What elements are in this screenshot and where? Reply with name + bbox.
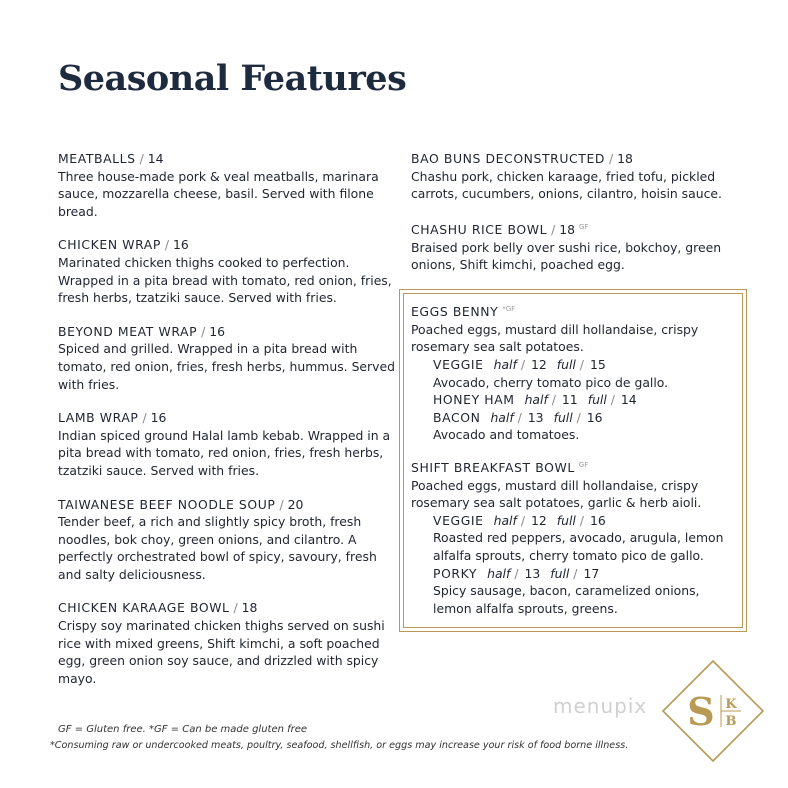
half-price: 12 xyxy=(530,356,547,372)
menu-item xyxy=(411,150,741,203)
menu-item-price: 18 xyxy=(617,151,633,166)
option-row xyxy=(411,391,741,409)
half-label: half xyxy=(524,392,548,408)
eggs-benny-desc: Poached eggs, mustard dill hollandaise, crispy rosemary sea salt potatoes. xyxy=(411,321,699,355)
option-row xyxy=(411,356,741,374)
option-name: VEGGIE xyxy=(433,356,484,372)
price-separator: / xyxy=(201,323,206,339)
half-price: 12 xyxy=(530,512,547,528)
menu-item-name: TAIWANESE BEEF NOODLE SOUP xyxy=(58,496,276,512)
price-separator: / xyxy=(551,392,556,408)
price-separator: / xyxy=(576,409,581,425)
menu-item-desc: Indian spiced ground Halal lamb kebab. Wrapped in a pita bread with tomato, red onion, fries, fresh herbs, tzatziki sauce. Served with fries. xyxy=(58,427,391,478)
price-separator: / xyxy=(579,356,584,372)
shift-breakfast-options xyxy=(411,512,741,618)
full-label: full xyxy=(550,565,570,581)
half-label: half xyxy=(493,356,517,372)
gf-legend: GF = Gluten free. *GF = Can be made gluten free xyxy=(58,724,308,735)
menu-item-name: CHICKEN WRAP xyxy=(58,237,161,253)
menu-item-desc: Chashu pork, chicken karaage, fried tofu, pickled carrots, cucumbers, onions, cilantro, hoisin sauce. xyxy=(411,168,722,202)
menu-item-header xyxy=(58,236,398,254)
menu-item-header xyxy=(58,409,398,427)
menu-item xyxy=(411,219,741,274)
eggs-benny-name: EGGS BENNY xyxy=(411,304,499,320)
shift-breakfast-item xyxy=(411,457,741,617)
skb-logo xyxy=(661,659,765,763)
menu-item-price: 16 xyxy=(173,237,189,253)
half-price: 13 xyxy=(524,565,541,581)
menu-item-desc: Marinated chicken thighs cooked to perfection. Wrapped in a pita bread with tomato, red onion, fries, fresh herbs, tzatziki sauce. Served with fries. xyxy=(58,254,392,306)
full-price: 15 xyxy=(589,356,606,372)
full-price: 14 xyxy=(620,392,637,408)
half-label: half xyxy=(490,409,514,425)
menu-item-name: LAMB WRAP xyxy=(58,410,139,426)
full-label: full xyxy=(556,512,576,528)
price-separator: / xyxy=(520,356,525,372)
menu-item-name: BAO BUNS DECONSTRUCTED xyxy=(411,151,606,166)
price-separator: / xyxy=(514,565,519,581)
menu-item xyxy=(58,496,398,584)
menu-item-name: CHASHU RICE BOWL xyxy=(411,221,548,237)
price-separator: / xyxy=(609,151,614,166)
menu-item-header xyxy=(411,150,741,168)
price-separator: / xyxy=(142,410,147,426)
menu-item-price: 18 xyxy=(559,221,575,237)
breakfast-box xyxy=(399,289,747,632)
menu-item-name: MEATBALLS xyxy=(58,151,136,166)
shift-breakfast-gf-mark: GF xyxy=(578,460,589,469)
full-label: full xyxy=(587,392,607,408)
logo-letter-b: B xyxy=(725,714,737,729)
price-separator: / xyxy=(551,221,556,237)
shift-breakfast-desc: Poached eggs, mustard dill hollandaise, crispy rosemary sea salt potatoes, garlic & herb aioli. xyxy=(411,477,702,511)
logo-letter-s: S xyxy=(687,689,715,734)
menu-item-desc: Crispy soy marinated chicken thighs served on sushi rice with mixed greens, Shift kimchi, a soft poached egg, green onion soy sauce, and drizzled with spicy mayo. xyxy=(58,618,385,686)
menu-item-name: CHICKEN KARAAGE BOWL xyxy=(58,600,230,616)
price-separator: / xyxy=(579,512,584,528)
right-column xyxy=(411,150,741,290)
price-separator: / xyxy=(279,496,284,512)
gf-mark: GF xyxy=(578,222,589,231)
menu-item-desc: Braised pork belly over sushi rice, bokchoy, green onions, Shift kimchi, poached egg. xyxy=(411,239,722,273)
watermark: menupix xyxy=(553,694,648,718)
full-label: full xyxy=(556,356,576,372)
menu-item-price: 18 xyxy=(241,600,258,616)
eggs-benny-item xyxy=(411,301,741,444)
menu-item-price: 16 xyxy=(209,323,226,339)
option-desc: Roasted red peppers, avocado, arugula, lemon alfalfa sprouts, cherry tomato pico de gallo. xyxy=(433,530,724,563)
eggs-benny-options xyxy=(411,356,741,444)
breakfast-box-content xyxy=(411,301,741,617)
left-column xyxy=(58,150,398,703)
option-row xyxy=(411,565,741,583)
menu-item-desc: Tender beef, a rich and slightly spicy broth, fresh noodles, bok choy, green onions, and cilantro. A perfectly orchestrated bowl of spicy, savoury, fresh and salty deliciousness. xyxy=(58,514,377,582)
price-separator: / xyxy=(139,151,144,166)
menu-item-header xyxy=(58,599,398,617)
menu-item-header xyxy=(411,219,741,239)
menu-item-header xyxy=(58,150,398,168)
half-label: half xyxy=(487,565,511,581)
menu-item xyxy=(58,599,398,687)
page-title: Seasonal Features xyxy=(58,58,407,99)
option-desc: Avocado and tomatoes. xyxy=(433,427,580,443)
menu-item-desc: Spiced and grilled. Wrapped in a pita bread with tomato, red onion, fries, fresh herbs, hummus. Served with fries. xyxy=(58,341,395,392)
full-price: 16 xyxy=(586,409,603,425)
menu-item-desc: Three house-made pork & veal meatballs, marinara sauce, mozzarella cheese, basil. Served with filone bread. xyxy=(58,168,379,219)
eggs-benny-gf-mark: *GF xyxy=(502,305,516,313)
half-price: 13 xyxy=(527,409,544,425)
option-desc: Avocado, cherry tomato pico de gallo. xyxy=(433,374,669,390)
menu-item-name: BEYOND MEAT WRAP xyxy=(58,323,198,339)
full-price: 17 xyxy=(583,565,600,581)
option-name: HONEY HAM xyxy=(433,392,515,408)
menu-item xyxy=(58,323,398,393)
logo-letter-k: K xyxy=(725,697,737,712)
menu-item-header xyxy=(58,496,398,514)
price-separator: / xyxy=(233,600,238,616)
menu-item-price: 16 xyxy=(150,410,167,426)
price-separator: / xyxy=(517,409,522,425)
food-warning: *Consuming raw or undercooked meats, poultry, seafood, shellfish, or eggs may increase your risk of food borne illness. xyxy=(50,740,629,751)
menu-item-price: 14 xyxy=(147,151,164,166)
menu-item xyxy=(58,236,398,306)
price-separator: / xyxy=(573,565,578,581)
option-name: BACON xyxy=(433,409,481,425)
price-separator: / xyxy=(520,512,525,528)
menu-item xyxy=(58,409,398,479)
menu-item-header xyxy=(58,323,398,341)
half-label: half xyxy=(493,512,517,528)
option-row xyxy=(411,409,741,427)
shift-breakfast-name: SHIFT BREAKFAST BOWL xyxy=(411,460,575,475)
half-price: 11 xyxy=(561,392,578,408)
menu-item xyxy=(58,150,398,220)
option-row xyxy=(411,512,741,530)
full-price: 16 xyxy=(589,512,606,528)
option-name: PORKY xyxy=(433,565,478,581)
option-desc: Spicy sausage, bacon, caramelized onions, lemon alfalfa sprouts, greens. xyxy=(433,583,700,616)
menu-item-price: 20 xyxy=(287,496,304,512)
price-separator: / xyxy=(164,237,170,253)
full-label: full xyxy=(553,409,573,425)
option-name: VEGGIE xyxy=(433,512,484,528)
price-separator: / xyxy=(610,392,615,408)
